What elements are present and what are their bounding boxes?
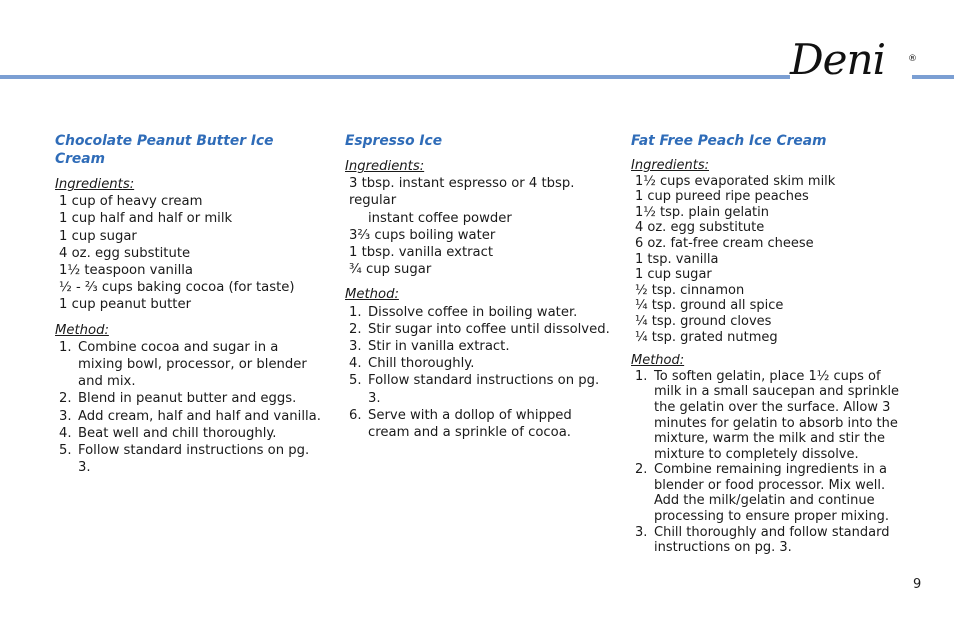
ingredient-item: 1 tsp. vanilla — [635, 251, 719, 267]
method-step — [59, 442, 325, 476]
header-rule — [0, 75, 790, 79]
step-number: 5. — [59, 443, 72, 459]
logo-wordmark: Deni — [790, 35, 886, 84]
method-label: Method: — [55, 322, 109, 338]
recipe-title: Fat Free Peach Ice Cream — [631, 133, 827, 149]
step-number: 6. — [349, 407, 362, 423]
ingredient-item: 4 oz. egg substitute — [635, 220, 765, 236]
ingredient-item: 6 oz. fat-free cream cheese — [635, 235, 814, 251]
step-text: Blend in peanut butter and eggs. — [78, 391, 297, 407]
step-number: 5. — [349, 373, 362, 389]
method-step — [349, 304, 615, 321]
ingredient-item: 1½ cups evaporated skim milk — [635, 173, 836, 189]
ingredient-item: 3 tbsp. instant espresso or 4 tbsp. regular — [349, 176, 575, 209]
step-text: Chill thoroughly and follow standard instructions on pg. 3. — [654, 524, 890, 556]
ingredient-item: 4 oz. egg substitute — [59, 245, 191, 261]
ingredient-item: 1 cup half and half or milk — [59, 211, 233, 227]
method-step — [349, 372, 615, 406]
method-step — [59, 339, 325, 391]
step-text: Combine remaining ingredients in a blender or food processor. Mix well. Add the milk/gelatin and continue processing to ensure proper mixing. — [654, 462, 890, 525]
deni-logo — [790, 30, 932, 94]
recipe-title: Chocolate Peanut Butter Ice Cream — [55, 133, 274, 167]
step-number: 1. — [59, 339, 72, 355]
ingredient-item: 1½ teaspoon vanilla — [59, 263, 193, 279]
recipe-espresso-ice — [345, 132, 615, 441]
step-text: Dissolve coffee in boiling water. — [368, 304, 578, 320]
step-number: 3. — [59, 408, 72, 424]
ingredient-item: 3⅔ cups boiling water — [349, 227, 496, 243]
step-number: 2. — [59, 391, 72, 407]
method-step — [349, 355, 615, 372]
step-text: Chill thoroughly. — [368, 356, 475, 372]
method-label: Method: — [631, 353, 685, 369]
method-step — [349, 338, 615, 355]
method-list — [55, 339, 325, 477]
method-step — [59, 390, 325, 407]
step-text: Beat well and chill thoroughly. — [78, 425, 277, 441]
step-text: Serve with a dollop of whipped cream and a sprinkle of cocoa. — [368, 407, 572, 441]
ingredient-item: ½ - ⅔ cups baking cocoa (for taste) — [59, 280, 295, 296]
step-text: To soften gelatin, place 1½ cups of milk in a small saucepan and sprinkle the gelatin over the surface. Allow 3 minutes for gelatin to absorb into the mixture, warm the milk and stir the mixture to completely dissolve. — [654, 368, 900, 462]
ingredient-item: ¼ tsp. ground all spice — [635, 298, 784, 314]
method-step — [635, 369, 901, 463]
ingredient-item: 1½ tsp. plain gelatin — [635, 204, 769, 220]
step-number: 1. — [635, 368, 648, 384]
recipe-chocolate-peanut-butter — [55, 132, 325, 476]
method-list — [631, 369, 901, 556]
step-number: 2. — [635, 462, 648, 478]
step-text: Stir sugar into coffee until dissolved. — [368, 321, 610, 337]
registered-mark: ® — [908, 54, 917, 64]
recipe-title: Espresso Ice — [345, 133, 443, 149]
ingredient-item: ½ tsp. cinnamon — [635, 282, 745, 298]
method-label: Method: — [345, 287, 399, 303]
ingredient-item: 1 cup pureed ripe peaches — [635, 189, 809, 205]
ingredients-list — [55, 193, 325, 313]
step-text: Stir in vanilla extract. — [368, 339, 510, 355]
ingredients-label: Ingredients: — [55, 177, 135, 192]
step-text: Follow standard instructions on pg. 3. — [368, 373, 600, 406]
ingredient-item: 1 cup of heavy cream — [59, 194, 203, 210]
ingredient-item: 1 tbsp. vanilla extract — [349, 245, 494, 261]
step-number: 1. — [349, 304, 362, 320]
ingredient-item: 1 cup sugar — [635, 267, 712, 283]
step-number: 2. — [349, 321, 362, 337]
recipe-fat-free-peach — [631, 132, 901, 556]
ingredient-item: ¼ tsp. ground cloves — [635, 313, 772, 329]
ingredient-item: instant coffee powder — [368, 210, 512, 226]
step-text: Follow standard instructions on pg. 3. — [78, 443, 310, 476]
method-step — [349, 407, 615, 441]
ingredient-item: ¾ cup sugar — [349, 262, 432, 278]
page-number: 9 — [913, 577, 922, 592]
ingredient-item: 1 cup peanut butter — [59, 297, 192, 313]
step-text: Combine cocoa and sugar in a mixing bowl, processor, or blender and mix. — [78, 339, 307, 390]
method-step — [635, 462, 901, 524]
ingredients-list — [345, 175, 615, 278]
ingredient-item: 1 cup sugar — [59, 228, 137, 244]
ingredient-item: ¼ tsp. grated nutmeg — [635, 329, 778, 345]
step-text: Add cream, half and half and vanilla. — [78, 408, 321, 424]
ingredients-label: Ingredients: — [345, 159, 425, 174]
method-step — [59, 425, 325, 442]
method-step — [59, 408, 325, 425]
ingredients-list — [631, 174, 901, 346]
step-number: 4. — [59, 425, 72, 441]
step-number: 4. — [349, 356, 362, 372]
method-list — [345, 304, 615, 442]
ingredients-label: Ingredients: — [631, 158, 710, 173]
step-number: 3. — [349, 339, 362, 355]
step-number: 3. — [635, 524, 648, 540]
method-step — [349, 321, 615, 338]
method-step — [635, 525, 901, 556]
